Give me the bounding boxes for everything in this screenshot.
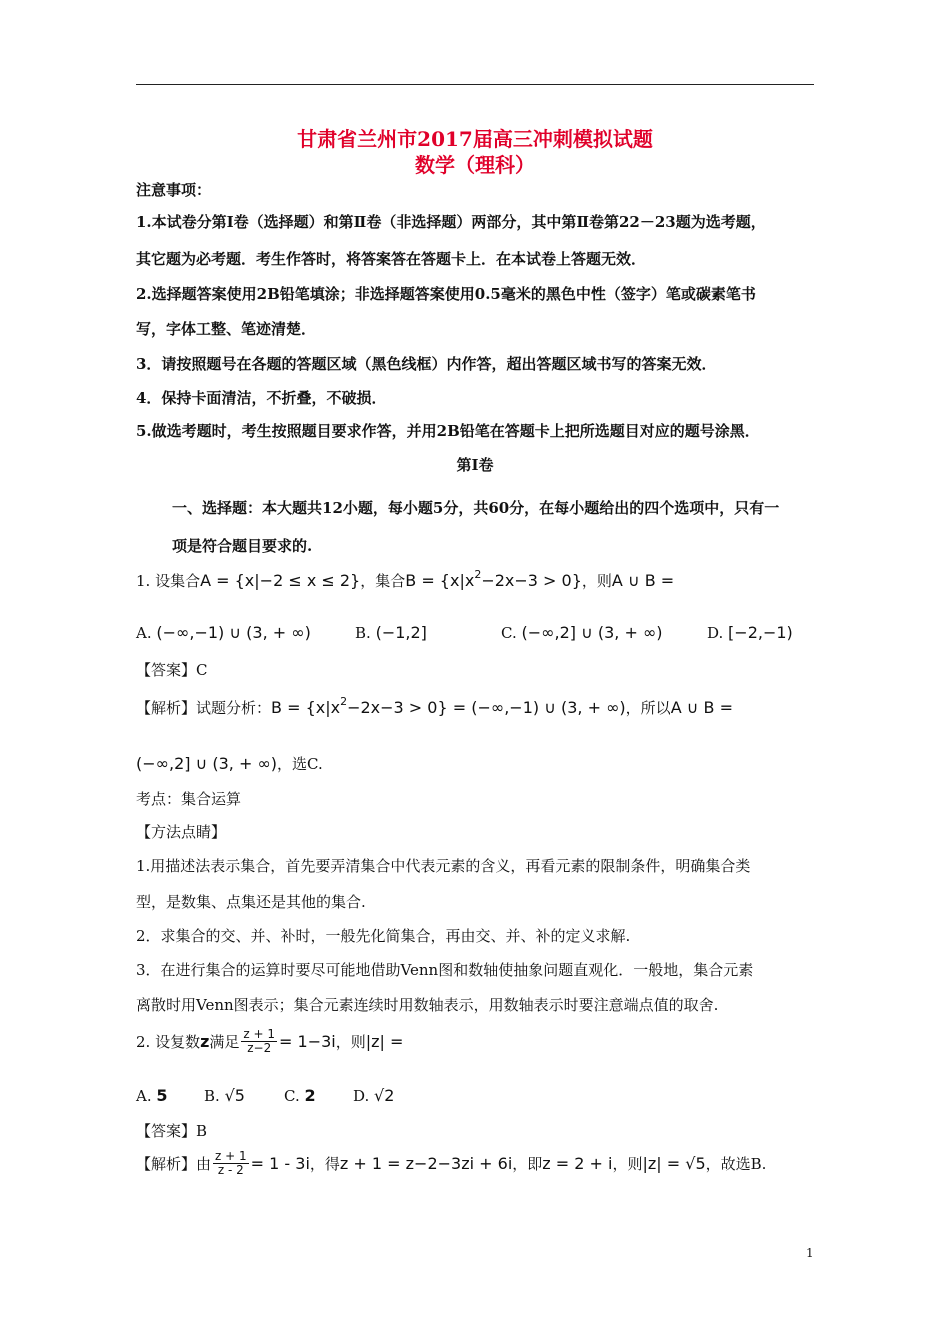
q1-analysis <box>136 697 733 718</box>
q1-expr: A ∪ B = <box>611 571 675 590</box>
q2-prefix: 2. 设复数 <box>136 1033 201 1051</box>
q1-set-b-sup: 2 <box>474 568 482 581</box>
question-2 <box>136 1028 403 1055</box>
q2-analysis-fraction: $\frac{z + 1}{z - 2}$ <box>215 1149 247 1177</box>
notice-line: 2.选择题答案使用2B铅笔填涂；非选择题答案使用0.5毫米的黑色中性（签字）笔或碳素笔书 <box>136 285 756 303</box>
page-subtitle: 数学（理科） <box>415 153 535 177</box>
q1-option-b: B. (−1,2] <box>355 623 427 642</box>
q2-analysis-text: ，则 <box>612 1155 643 1173</box>
method-line: 3．在进行集合的运算时要尽可能地借助Venn图和数轴使抽象问题直观化．一般地，集合元素 <box>136 961 754 979</box>
notice-line: 其它题为必考题．考生作答时，将答案答在答题卡上．在本试卷上答题无效． <box>136 250 647 268</box>
q1-set-b-pre: B = {x|x <box>405 571 475 590</box>
q1-analysis-sup: 2 <box>340 695 348 708</box>
q1-set-b-post: −2x−3 > 0} <box>481 571 582 590</box>
q1-mid: ，集合 <box>360 572 406 590</box>
page-title: 甘肃省兰州市2017届高三冲刺模拟试题 <box>297 127 653 151</box>
q1-analysis-math: −2x−3 > 0} = (−∞,−1) ∪ (3, + ∞) <box>347 698 626 717</box>
notice-line: 写，字体工整、笔迹清楚． <box>136 320 317 338</box>
q2-equation: = 1−3i <box>279 1032 336 1051</box>
page-number: 1 <box>806 1246 814 1260</box>
q2-option-a: A. 5 <box>136 1086 168 1105</box>
q2-option-c: C. 2 <box>284 1086 316 1105</box>
q1-analysis-choice: ，选C. <box>277 755 323 773</box>
q1-option-a: A. (−∞,−1) ∪ (3, + ∞) <box>136 623 311 642</box>
q2-then: ，则 <box>335 1033 366 1051</box>
q1-analysis-label: 【解析】试题分析： <box>136 699 272 717</box>
q2-analysis-label: 【解析】 <box>136 1155 197 1173</box>
q1-analysis-math: B = {x|x <box>271 698 341 717</box>
method-heading: 【方法点睛】 <box>136 823 227 841</box>
section-instruction: 项是符合题目要求的. <box>172 537 313 555</box>
q1-analysis-result: (−∞,2] ∪ (3, + ∞) <box>136 754 278 773</box>
q2-option-b: B. √5 <box>204 1086 245 1105</box>
notice-line: 3．请按照题号在各题的答题区域（黑色线框）内作答，超出答题区域书写的答案无效． <box>136 355 717 373</box>
notice-line: 5.做选考题时，考生按照题目要求作答，并用2B铅笔在答题卡上把所选题目对应的题号涂黑． <box>136 422 760 440</box>
q1-then: ，则 <box>581 572 612 590</box>
method-line: 型，是数集、点集还是其他的集合. <box>136 893 366 911</box>
q2-analysis <box>136 1150 766 1177</box>
q1-option-d: D. [−2,−1) <box>707 623 793 642</box>
q1-point: 考点：集合运算 <box>136 790 242 808</box>
q1-set-a: A = {x|−2 ≤ x ≤ 2} <box>200 571 361 590</box>
q2-satisfy: 满足 <box>209 1033 240 1051</box>
q2-answer: 【答案】B <box>136 1122 208 1140</box>
q1-answer: 【答案】C <box>136 661 208 679</box>
q2-analysis-from: 由 <box>196 1155 212 1173</box>
notice-line: 4．保持卡面清洁，不折叠，不破损． <box>136 389 387 407</box>
q1-option-c: C. (−∞,2] ∪ (3, + ∞) <box>501 623 663 642</box>
method-line: 离散时用Venn图表示；集合元素连续时用数轴表示，用数轴表示时要注意端点值的取舍. <box>136 996 719 1014</box>
q2-abs: |z| = <box>365 1032 404 1051</box>
section-instruction: 一、选择题：本大题共12小题，每小题5分，共60分，在每小题给出的四个选项中，只有一 <box>172 499 780 517</box>
notice-line: 1.本试卷分第Ⅰ卷（选择题）和第Ⅱ卷（非选择题）两部分，其中第Ⅱ卷第22－23题为选考题， <box>136 213 766 231</box>
q2-analysis-expr: z + 1 = z−2−3zi + 6i <box>339 1154 513 1173</box>
q1-analysis-line2 <box>136 753 323 774</box>
top-rule <box>136 84 814 85</box>
q2-variable: z <box>200 1032 210 1051</box>
q2-analysis-text: ，故选B. <box>705 1155 767 1173</box>
question-1 <box>136 570 674 591</box>
q2-option-d: D. √2 <box>353 1086 395 1105</box>
q1-analysis-so: ，所以 <box>625 699 671 717</box>
q1-analysis-expr: A ∪ B = <box>670 698 733 717</box>
q2-analysis-eq: = 1 - 3i <box>250 1154 310 1173</box>
notice-heading: 注意事项： <box>136 181 212 199</box>
section-label: 第Ⅰ卷 <box>456 456 494 474</box>
q2-analysis-expr: |z| = √5 <box>642 1154 706 1173</box>
method-line: 2．求集合的交、并、补时，一般先化简集合，再由交、并、补的定义求解. <box>136 927 631 945</box>
q1-prefix: 1. 设集合 <box>136 572 201 590</box>
q2-analysis-text: ，得 <box>309 1155 340 1173</box>
q2-analysis-text: ，即 <box>512 1155 543 1173</box>
q2-fraction: $\frac{z + 1}{z-2}$ <box>243 1027 276 1055</box>
method-line: 1.用描述法表示集合，首先要弄清集合中代表元素的含义，再看元素的限制条件，明确集合类 <box>136 857 751 875</box>
q2-analysis-expr: z = 2 + i <box>542 1154 613 1173</box>
